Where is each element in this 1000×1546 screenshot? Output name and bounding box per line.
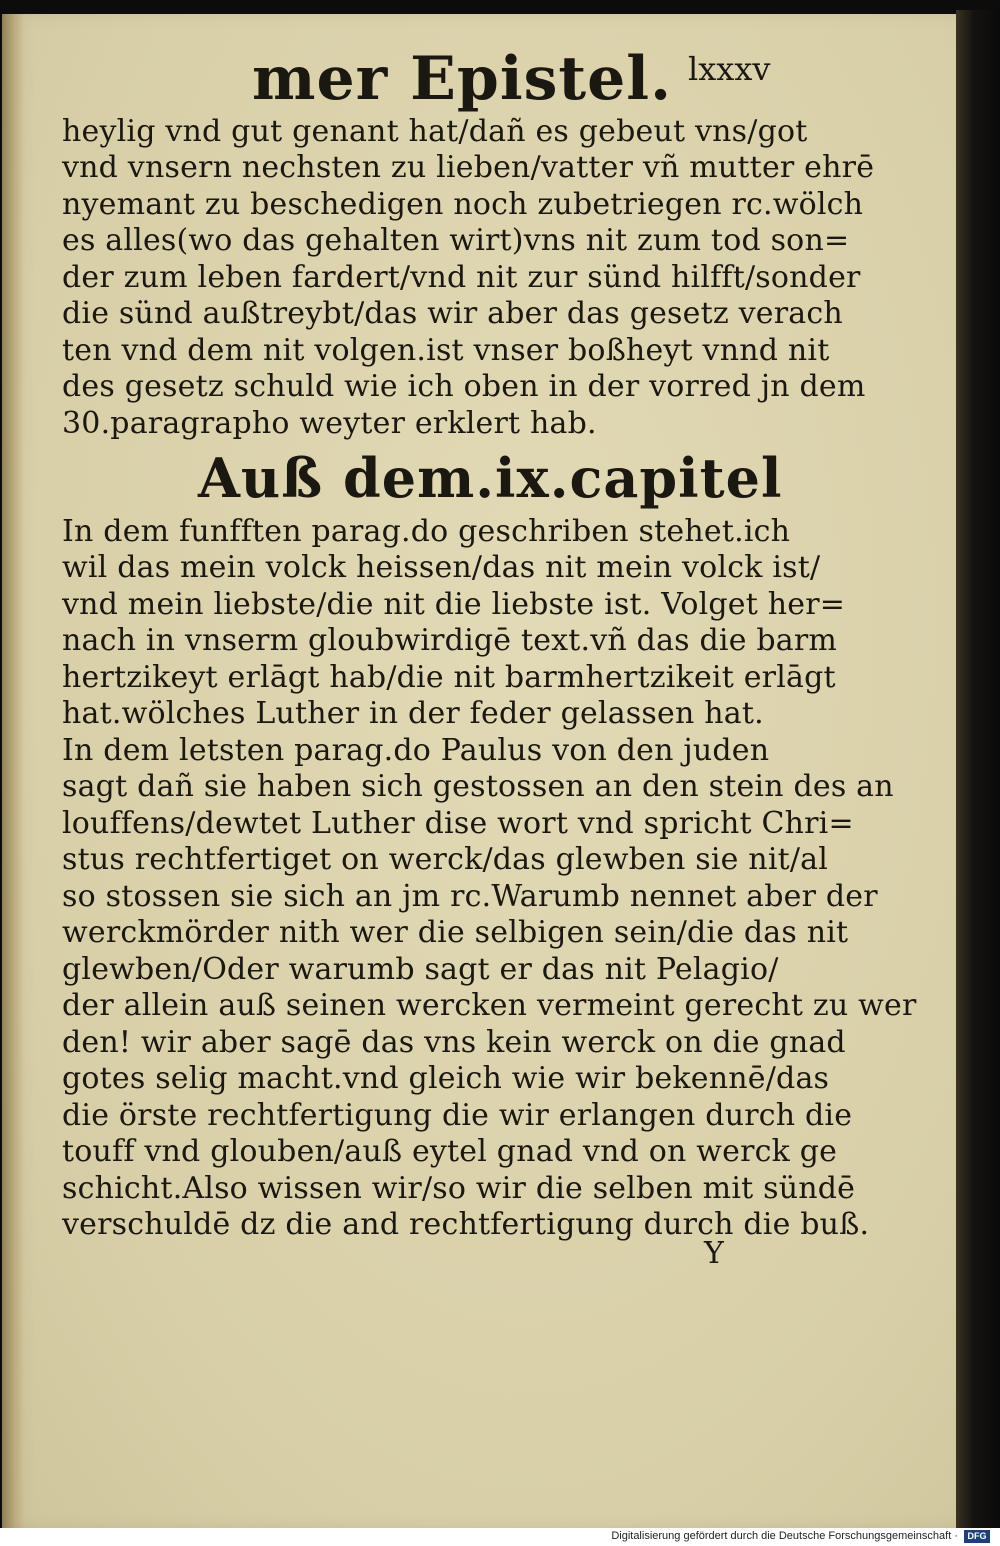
text-line: stus rechtfertiget on werck/das glewben sie nit/al	[62, 842, 829, 877]
dfg-logo: DFG	[964, 1530, 990, 1543]
text-line: hat.wölches Luther in der feder gelassen hat.	[62, 696, 764, 731]
folio-number: lxxxv	[688, 50, 771, 88]
text-line: louffens/dewtet Luther dise wort vnd spricht Chri=	[62, 806, 854, 841]
text-line: so stossen sie sich an jm rc.Warumb nennet aber der	[62, 879, 878, 914]
text-line: In dem funfften parag.do geschriben stehet.ich	[62, 514, 791, 549]
text-line: die sünd außtreybt/das wir aber das gesetz verach	[62, 296, 843, 331]
page-edge	[956, 10, 1000, 1528]
text-line: wil das mein volck heissen/das nit mein volck ist/	[62, 550, 821, 585]
text-line: schicht.Also wissen wir/so wir die selben mit sündē	[62, 1171, 856, 1206]
text-line: der allein auß seinen wercken vermeint gerecht zu wer	[62, 988, 917, 1023]
text-line: werckmörder nith wer die selbigen sein/die das nit	[62, 915, 849, 950]
text-line: nyemant zu beschedigen noch zubetriegen rc.wölch	[62, 187, 864, 222]
text-line: sagt dañ sie haben sich gestossen an den stein des an	[62, 769, 894, 804]
text-line: verschuldē dz die and rechtfertigung durch die buß.	[62, 1207, 870, 1242]
chapter-heading: Auß dem.ix.capitel	[198, 446, 783, 510]
text-line: touff vnd glouben/auß eytel gnad vnd on werck ge	[62, 1134, 838, 1169]
text-line: hertzikeyt erlāgt hab/die nit barmhertzikeit erlāgt	[62, 660, 836, 695]
page-gutter-shadow	[2, 14, 24, 1528]
text-line: der zum leben fardert/vnd nit zur sünd hilfft/sonder	[62, 260, 861, 295]
text-line: ten vnd dem nit volgen.ist vnser boßheyt vnnd nit	[62, 333, 830, 368]
text-line: heylig vnd gut genant hat/dañ es gebeut vns/got	[62, 114, 808, 149]
text-line: glewben/Oder warumb sagt er das nit Pelagio/	[62, 952, 779, 987]
signature-mark: Y	[704, 1236, 724, 1271]
text-line: es alles(wo das gehalten wirt)vns nit zum tod son=	[62, 223, 850, 258]
running-head: mer Epistel.	[252, 44, 672, 114]
footer-credit: Digitalisierung gefördert durch die Deutsche Forschungsgemeinschaft ·	[611, 1530, 958, 1542]
text-line: vnd vnsern nechsten zu lieben/vatter vñ mutter ehrē	[62, 150, 875, 185]
text-line: die örste rechtfertigung die wir erlangen durch die	[62, 1098, 853, 1133]
text-line: des gesetz schuld wie ich oben in der vorred jn dem	[62, 369, 866, 404]
text-line: In dem letsten parag.do Paulus von den juden	[62, 733, 770, 768]
text-line: nach in vnserm gloubwirdigē text.vñ das die barm	[62, 623, 838, 658]
text-line: 30.paragrapho weyter erklert hab.	[62, 406, 597, 441]
text-line: vnd mein liebste/die nit die liebste ist. Volget her=	[62, 587, 846, 622]
text-line: gotes selig macht.vnd gleich wie wir bekennē/das	[62, 1061, 830, 1096]
text-line: den! wir aber sagē das vns kein werck on die gnad	[62, 1025, 846, 1060]
